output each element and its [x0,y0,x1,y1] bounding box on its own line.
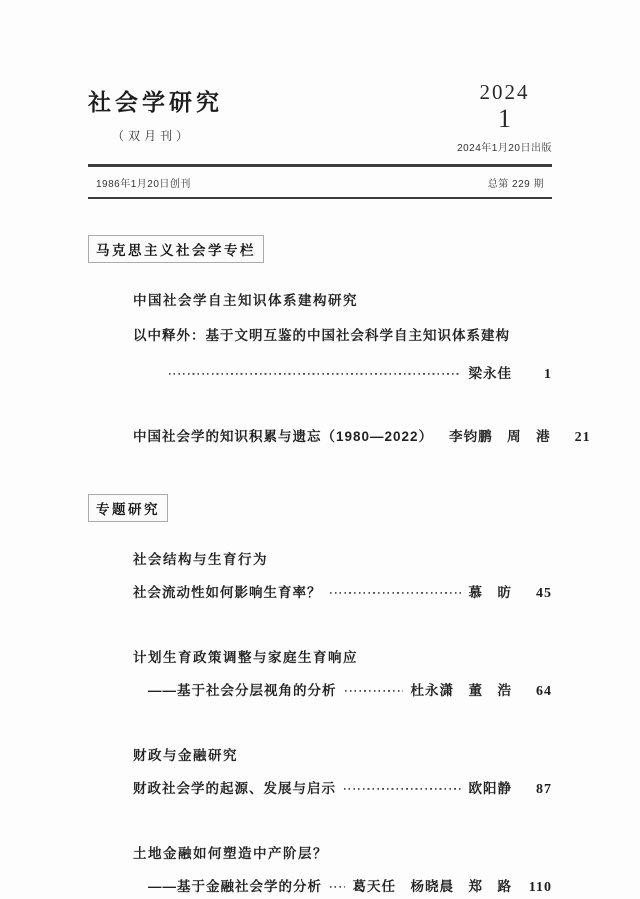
section-marxist-sociology [88,235,591,446]
journal-subtitle: （双月刊） [112,129,193,143]
entry-authors: 葛天任 杨晓晨 郑 路 [352,879,512,894]
entry-title: 中国社会学的知识积累与遗忘（1980—2022） [133,429,434,444]
entry-kicker: 财政与金融研究 [133,748,238,763]
entry-title: ——基于金融社会学的分析 [148,879,322,894]
entry-kicker: 计划生育政策调整与家庭生育响应 [133,650,358,665]
cumulative-issue: 总第 229 期 [487,178,544,190]
dotted-leader [345,686,403,694]
entry-title-line [148,679,552,700]
toc-entry [133,646,552,700]
entry-title: ——基于社会分层视角的分析 [148,683,337,698]
entry-authors: 慕 昉 [468,585,512,600]
header-rule-bottom [88,197,552,200]
entry-page-number: 1 [544,367,552,382]
toc-entry [133,289,552,383]
entry-authors: 梁永佳 [468,366,512,381]
dotted-leader [330,588,461,596]
entry-title-line [133,581,552,602]
entry-author-line [161,362,552,383]
entry-title-line [148,875,552,896]
toc-entry [133,548,552,602]
entry-page-number: 21 [574,430,591,445]
founding-row [88,167,552,197]
journal-title: 社会学研究 [88,89,223,115]
dotted-leader [344,784,461,792]
entry-title-line [133,777,552,798]
entry-kicker: 中国社会学自主知识体系建构研究 [133,293,358,308]
dotted-leader [330,882,345,890]
entry-kicker: 社会结构与生育行为 [133,552,268,567]
entry-authors: 杜永潇 董 浩 [410,683,512,698]
section-entries [133,289,591,446]
entry-page-number: 64 [536,684,552,699]
table-of-contents [88,235,591,896]
entry-authors: 欧阳静 [468,781,512,796]
issue-number: 1 [498,104,512,133]
entry-title: 财政社会学的起源、发展与启示 [133,781,336,796]
entry-authors: 李钧鹏 周 港 [449,429,551,444]
entry-page-number: 87 [536,782,552,797]
entry-title: 社会流动性如何影响生育率？ [133,585,322,600]
issue-info [457,80,552,154]
issue-year: 2024 [479,80,530,104]
section-title: 专题研究 [88,494,168,522]
toc-entry [133,842,552,896]
section-title: 马克思主义社会学专栏 [88,235,264,263]
founding-date: 1986年1月20日创刊 [96,178,191,190]
dotted-leader [169,369,461,377]
toc-entry [133,425,591,446]
journal-header [88,80,552,154]
section-entries [133,548,552,896]
section-special-topics [88,494,552,896]
entry-page-number: 45 [536,586,552,601]
entry-kicker: 土地金融如何塑造中产阶层？ [133,846,328,861]
entry-title: 以中释外：基于文明互鉴的中国社会科学自主知识体系建构 [133,328,510,343]
entry-page-number: 110 [528,880,552,895]
publish-date: 2024年1月20日出版 [457,143,552,154]
journal-masthead [88,84,223,144]
toc-entry [133,744,552,798]
entry-title-line [133,425,591,446]
